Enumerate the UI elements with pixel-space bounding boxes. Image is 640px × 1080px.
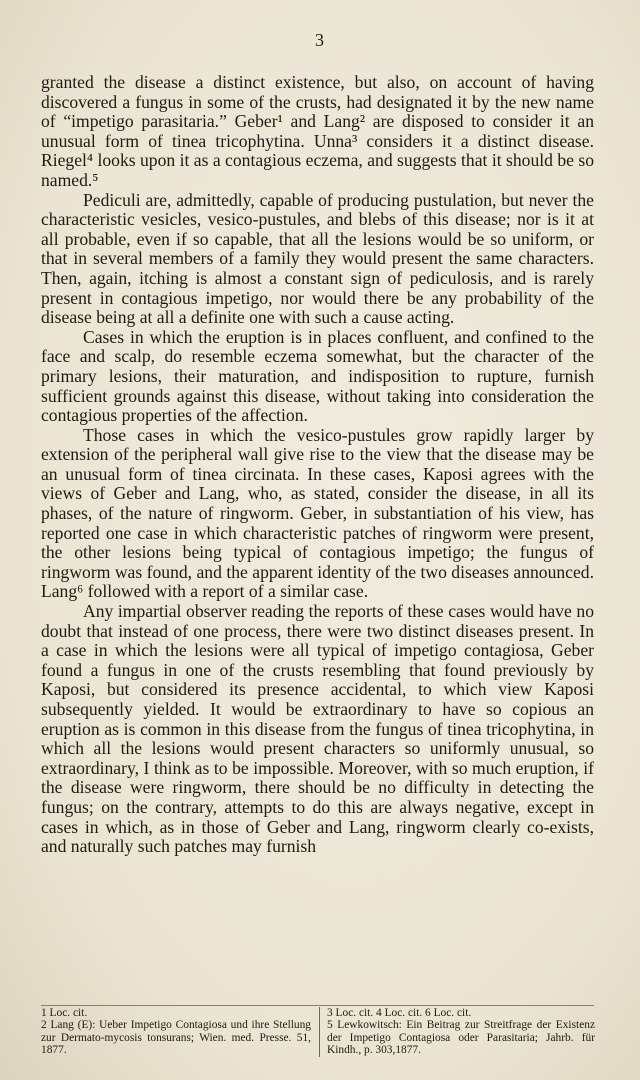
paragraph-4: Those cases in which the vesico-pustules grow rapidly larger by extension of the peripheral wall give rise to the view that the disease may be an unusual form of tinea circinata. In these cases, Kaposi agrees with the views of Geber and Lang, who, as stated, consider the disease, in all its phases, of the nature of ringworm. Geber, in substantiation of his view, has reported one case in which characteristic patches of ringworm were present, the other lesions being typical of contagious impetigo; the fungus of ringworm was found, and the apparent identity of the two diseases announced. Lang⁶ followed with a report of a similar case. xyxy=(41,424,594,602)
footnote-3-4-6: 3 Loc. cit. 4 Loc. cit. 6 Loc. cit. xyxy=(327,1007,472,1019)
footnote-5: 5 Lewkowitsch: Ein Beitrag zur Streitfrage der Existenz der Impetigo Contagiosa oder Parasitaria; Jahrb. für Kindh., p. 303,1877. xyxy=(327,1019,595,1057)
footnote-1: 1 Loc. cit. xyxy=(41,1007,88,1019)
footnotes-right-column xyxy=(327,1007,595,1057)
footnote-column-divider xyxy=(319,1007,320,1057)
footnotes xyxy=(41,1007,596,1057)
page-number: 3 xyxy=(315,30,325,50)
paragraph-2: Pediculi are, admittedly, capable of producing pustulation, but never the characteristic vesicles, vesico-pustules, and blebs of this disease; nor is it at all probable, even if so capable, that all the lesions would be so uniform, or that in several members of a family they would present the same characters. Then, again, itching is almost a constant sign of pediculosis, and is rarely present in contagious impetigo, nor would there be any probability of the disease being at all a definite one with such a cause acting. xyxy=(41,189,594,328)
paragraph-3: Cases in which the eruption is in places confluent, and confined to the face and scalp, do resemble eczema somewhat, but the character of the primary lesions, their maturation, and indisposition to rupture, furnish sufficient grounds against this disease, without taking into consideration the contagious properties of the affection. xyxy=(41,326,594,426)
paragraph-5: Any impartial observer reading the reports of these cases would have no doubt that instead of one process, there were two distinct diseases present. In a case in which the lesions were all typical of impetigo contagiosa, Geber found a fungus in one of the crusts resembling that found previously by Kaposi, but considered its presence accidental, to which view Kaposi subsequently yielded. It would be extraordinary to have so copious an eruption as is common in this disease from the fungus of tinea tricophytina, in which all the lesions would present characters so uniformly unusual, so extraordinary, I think as to be impossible. Moreover, with so much eruption, if the disease were ringworm, there should be no difficulty in detecting the fungus; on the contrary, attempts to do this are always negative, except in cases in which, as in those of Geber and Lang, ringworm clearly co-exists, and naturally such patches may furnish xyxy=(41,601,594,857)
footnote-rule xyxy=(41,1005,594,1006)
footnote-2: 2 Lang (E): Ueber Impetigo Contagiosa und ihre Stellung zur Dermato-mycosis tonsurans; Wien. med. Presse. 51, 1877. xyxy=(41,1019,311,1057)
footnotes-left-column xyxy=(41,1007,319,1057)
paragraph-1: granted the disease a distinct existence, but also, on account of having discovered a fungus in some of the crusts, had designated it by the new name of “impetigo parasitaria.” Geber¹ and Lang² are disposed to consider it an unusual form of tinea tricophytina. Unna³ considers it a distinct disease. Riegel⁴ looks upon it as a contagious eczema, and suggests that it should be so named.⁵ xyxy=(41,72,594,190)
body-text xyxy=(41,73,594,857)
